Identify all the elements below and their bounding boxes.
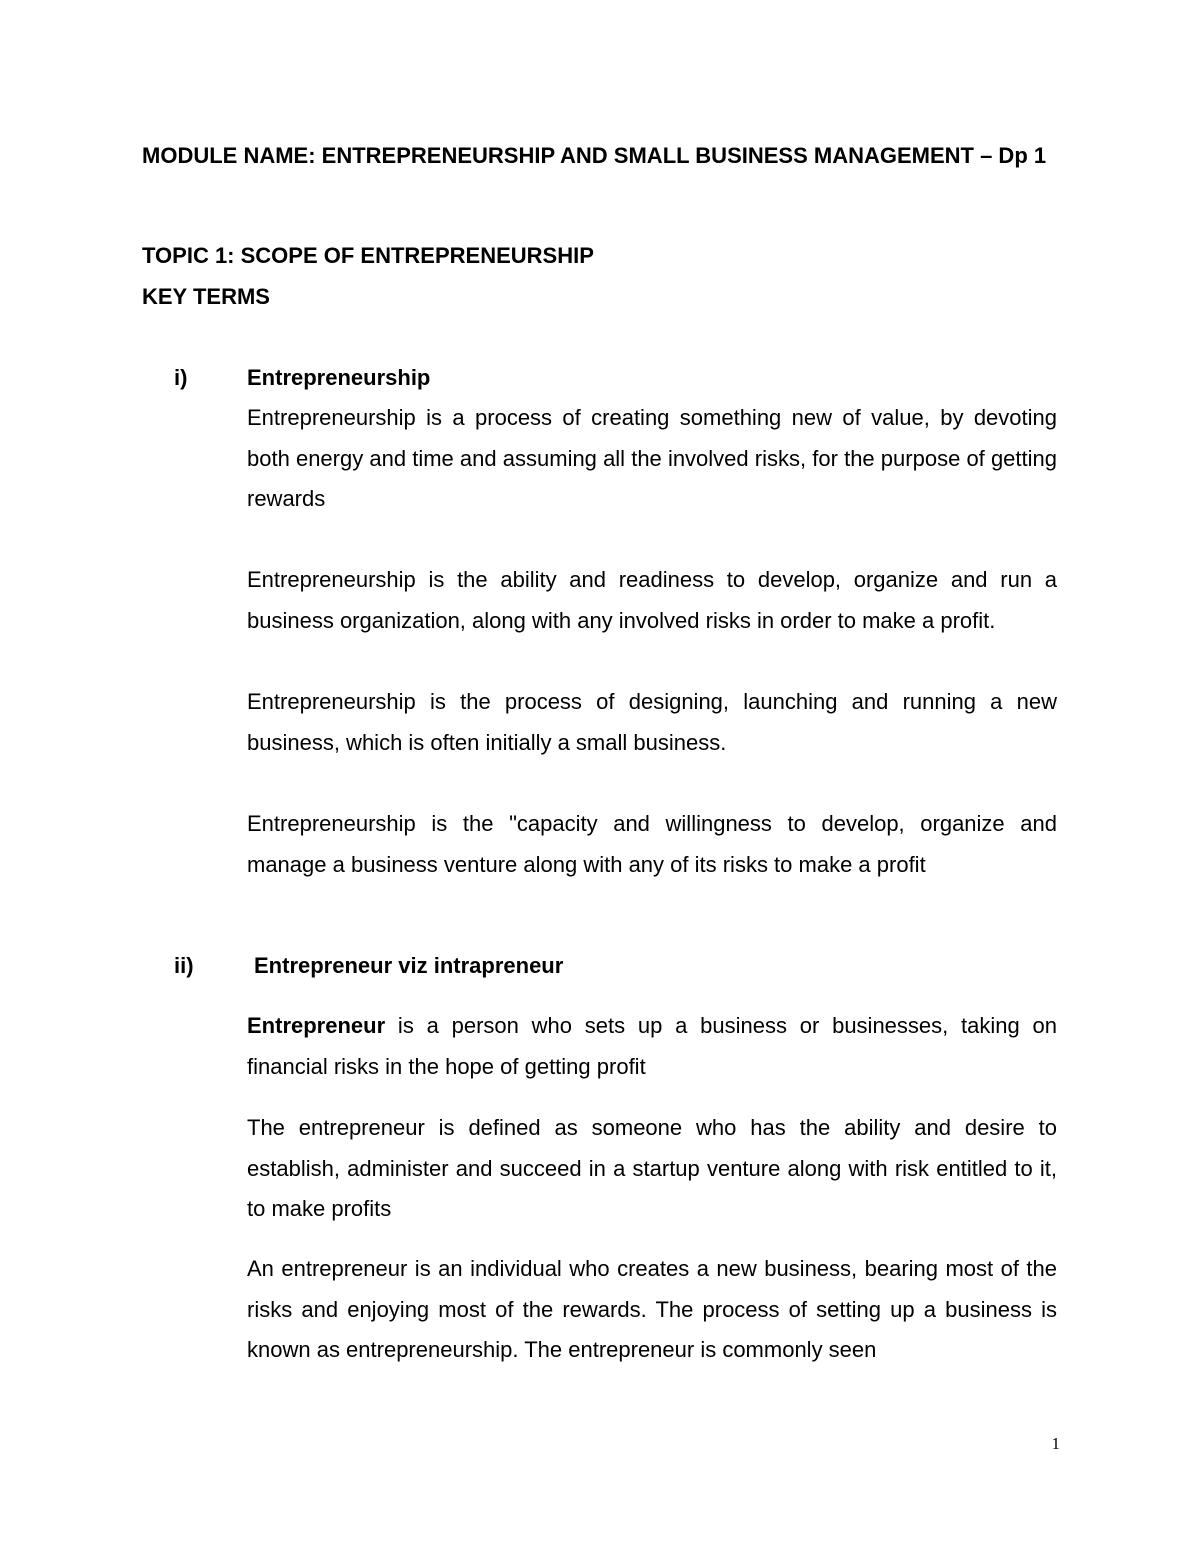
key-terms-heading: KEY TERMS [142,284,270,309]
page-number: 1 [1051,1434,1060,1453]
item-marker-2: ii) [174,953,194,978]
definition-paragraph: Entrepreneurship is the "capacity and willingness to develop, organize and manage a business venture along with any of its risks to make a profit [247,811,1057,877]
definition-paragraph: Entrepreneurship is the ability and readiness to develop, organize and run a business organization, along with any involved risks in order to make a profit. [247,567,1057,633]
definition-paragraph: The entrepreneur is defined as someone who has the ability and desire to establish, administer and succeed in a startup venture along with risk entitled to it, to make profits [247,1115,1057,1221]
entrepreneur-definition-text: is a person who sets up a business or businesses, taking on financial risks in the hope of getting profit [247,1013,1057,1079]
topic-title: TOPIC 1: SCOPE OF ENTREPRENEURSHIP [142,243,594,268]
module-title: MODULE NAME: ENTREPRENEURSHIP AND SMALL BUSINESS MANAGEMENT – Dp 1 [142,143,1047,168]
item-marker-1: i) [174,365,188,390]
entrepreneur-term: Entrepreneur [247,1013,386,1038]
item-heading-entrepreneur-viz-intrapreneur: Entrepreneur viz intrapreneur [254,953,564,978]
definition-paragraph: An entrepreneur is an individual who creates a new business, bearing most of the risks and enjoying most of the rewards. The process of setting up a business is known as entrepreneurship. The entrepreneur is commonly seen [247,1256,1057,1362]
item-heading-entrepreneurship: Entrepreneurship [247,365,431,390]
definition-paragraph: Entrepreneurship is a process of creating something new of value, by devoting both energy and time and assuming all the involved risks, for the purpose of getting rewards [247,405,1057,511]
entrepreneur-definition-paragraph [247,1006,1057,1087]
definition-paragraph: Entrepreneurship is the process of designing, launching and running a new business, which is often initially a small business. [247,689,1057,755]
